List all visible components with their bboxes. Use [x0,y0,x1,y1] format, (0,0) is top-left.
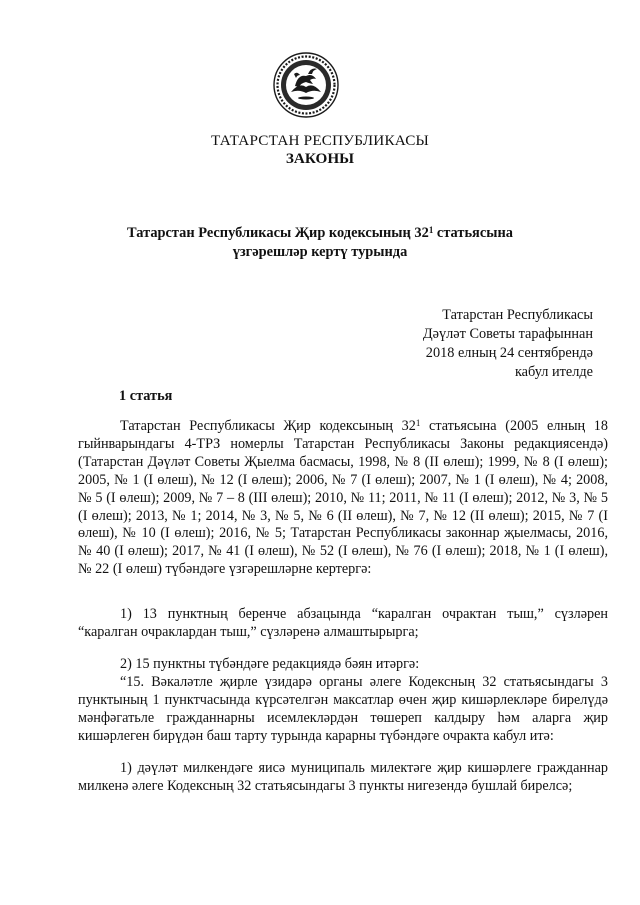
item-1-paragraph: 1) 13 пунктның беренче абзацында “каралган очрактан тыш,” сүзләрен “каралган очраклардан тыш,” сүзләренә алмаштырырга; [78,606,608,640]
law-title-line1 [0,224,640,243]
article-heading: 1 статья [119,388,173,404]
adoption-line: 2018 елның 24 сентябрендә [425,345,593,361]
tatarstan-emblem-icon [273,52,339,118]
law-title-line1-post: статьясына [433,225,513,241]
adoption-line: кабул ителде [514,364,593,380]
coat-of-arms-emblem [273,52,339,118]
quoted-point-15-paragraph: “15. Вәкаләтле җирле үзидарә органы әлеге Кодексның 32 статьясындагы 3 пунктының 1 пунктчасында күрсәтелгән максатлар өчен җир кишәрлекләре бирелүдә мәнфәгатьле гражданнарны исемлекләрдән төшереп калдыру һәм аларга җир кишәрлеген бирүдән баш тарту турында карарны түбәндәге очракта кабул итә: [78,674,608,744]
subitem-1-paragraph: 1) дәүләт милкендәге яисә муниципаль милектәге җир кишәрлеге гражданнар милкенә әлеге Кодексның 32 статьясындагы 3 пункты нигезендә бушлай бирелсә; [78,760,608,794]
item-2-paragraph: 2) 15 пунктны түбәндәге редакциядә бәян итәргә: [120,656,420,672]
header-law: ЗАКОНЫ [285,150,355,167]
intro-pre: Татарстан Республикасы Җир кодексының 32 [120,418,416,434]
law-title-line1-pre: Татарстан Республикасы Җир кодексының 32 [127,225,429,241]
adoption-line: Дәүләт Советы тарафыннан [422,326,593,342]
law-title-line2: үзгәрешләр кертү турында [232,244,408,260]
article-intro-paragraph [78,418,608,579]
law-title-sup: 1 [428,225,434,236]
intro-sup: 1 [415,418,421,429]
adoption-line: Татарстан Республикасы [442,307,593,323]
header-republic: ТАТАРСТАН РЕСПУБЛИКАСЫ [211,132,429,149]
intro-post: статьясына (2005 елның 18 гыйнварындагы 4-ТРЗ номерлы Татарстан Республикасы Законы редакциясендә) (Татарстан Дәүләт Советы Җыелма басмасы, 1998, № 8 (II өлеш); 1999, № 8 (I өлеш); 2005, № 1 (I өлеш), № 12 (I өлеш); 2006, № 7 (I өлеш); 2007, № 1 (I өлеш), № 4; 2008, № 5 (I өлеш); 2009, № 7 – 8 (III өлеш); 2010, № 11; 2011, № 11 (I өлеш); 2012, № 3, № 5 (I өлеш); 2013, № 1; 2014, № 3, № 5, № 6 (II өлеш), № 7, № 12 (II өлеш); 2015, № 7 (I өлеш), № 10 (I өлеш); 2016, № 5; Татарстан Республикасы законнар җыелмасы, 2016, № 40 (I өлеш); 2017, № 41 (I өлеш), № 52 (I өлеш), № 76 (I өлеш); 2018, № 1 (I өлеш), № 22 (I өлеш) түбәндәге үзгәрешләрне кертергә: [78,418,608,578]
adoption-block [423,306,593,382]
